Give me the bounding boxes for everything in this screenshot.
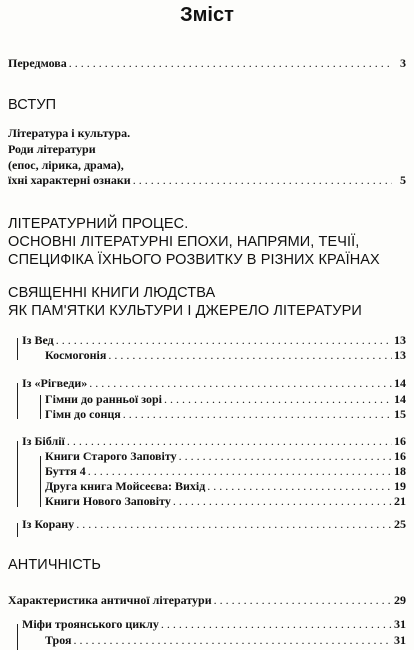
- toc-label: Із «Рігведи»: [22, 376, 88, 390]
- toc-entry-kharakterystyka[interactable]: [8, 593, 406, 608]
- toc-page-number: 25: [394, 517, 406, 531]
- toc-label: Буття 4: [45, 464, 86, 478]
- toc-page-number: 16: [394, 449, 406, 463]
- toc-page-number: 31: [394, 617, 406, 631]
- toc-label: їхні характерні ознаки: [8, 173, 131, 187]
- leader-dots: [123, 407, 392, 422]
- sub-bracket: [40, 456, 41, 507]
- leader-dots: [214, 593, 392, 608]
- toc-entry-vstup[interactable]: [8, 173, 406, 188]
- section-heading-antychnist: АНТИЧНІСТЬ: [8, 557, 101, 573]
- leader-dots: [89, 376, 392, 391]
- toc-line: Роди літератури: [8, 142, 96, 156]
- toc-label: Друга книга Мойсеєва: Вихід: [45, 479, 206, 493]
- toc-label: Характеристика античної літератури: [8, 593, 212, 607]
- toc-page-number: 31: [394, 633, 406, 647]
- toc-page-number: 21: [394, 494, 406, 508]
- toc-entry-iz-rigvedy[interactable]: [22, 376, 406, 391]
- toc-line: Література і культура.: [8, 126, 131, 140]
- group-bracket: [17, 338, 18, 360]
- leader-dots: [76, 517, 392, 532]
- leader-dots: [133, 173, 392, 188]
- page-title: Зміст: [180, 4, 234, 26]
- toc-page-number: 18: [394, 464, 406, 478]
- toc-page-number: 13: [394, 333, 406, 347]
- toc-page-number: 3: [400, 56, 406, 70]
- toc-label: Гімн до сонця: [45, 407, 121, 421]
- toc-label: Із Корану: [22, 517, 75, 531]
- leader-dots: [108, 348, 392, 363]
- toc-label: Троя: [45, 633, 72, 647]
- section-heading-lit-process-2: ОСНОВНІ ЛІТЕРАТУРНІ ЕПОХИ, НАПРЯМИ, ТЕЧІЇ,: [8, 234, 360, 250]
- toc-page-number: 5: [400, 173, 406, 187]
- leader-dots: [161, 617, 392, 632]
- toc-entry-druha-knyha[interactable]: [45, 479, 406, 494]
- toc-label: Книги Нового Заповіту: [45, 494, 171, 508]
- toc-label: Книги Старого Заповіту: [45, 449, 177, 463]
- toc-label: Із Вед: [22, 333, 54, 347]
- toc-entry-mify[interactable]: [22, 617, 406, 632]
- toc-page-number: 19: [394, 479, 406, 493]
- toc-entry-gimn-sontsia[interactable]: [45, 407, 406, 422]
- toc-page-number: 29: [394, 593, 406, 607]
- toc-entry-gimn-zori[interactable]: [45, 392, 406, 407]
- leader-dots: [88, 464, 392, 479]
- section-heading-lit-process-3: СПЕЦИФІКА ЇХНЬОГО РОЗВИТКУ В РІЗНИХ КРАЇНАХ: [8, 252, 380, 268]
- toc-entry-troia[interactable]: [45, 633, 406, 648]
- group-bracket: [17, 624, 18, 650]
- leader-dots: [56, 333, 392, 348]
- toc-label: Космогонія: [45, 348, 107, 362]
- toc-label: Із Біблії: [22, 434, 65, 448]
- toc-page-number: 15: [394, 407, 406, 421]
- section-heading-lit-process-1: ЛІТЕРАТУРНИЙ ПРОЦЕС.: [8, 216, 189, 232]
- toc-entry-iz-biblii[interactable]: [22, 434, 406, 449]
- toc-entry-buttia[interactable]: [45, 464, 406, 479]
- toc-page-number: 16: [394, 434, 406, 448]
- section-heading-vstup: ВСТУП: [8, 97, 57, 113]
- toc-label: Гімни до ранньої зорі: [45, 392, 162, 406]
- leader-dots: [67, 434, 392, 449]
- toc-entry-iz-koranu[interactable]: [22, 517, 406, 532]
- toc-label: Передмова: [8, 56, 67, 70]
- leader-dots: [164, 392, 392, 407]
- toc-entry-knyhy-novoho[interactable]: [45, 494, 406, 509]
- group-bracket: [17, 523, 18, 537]
- leader-dots: [207, 479, 392, 494]
- group-bracket: [17, 383, 18, 419]
- sub-bracket: [40, 395, 41, 419]
- toc-entry-knyhy-staroho[interactable]: [45, 449, 406, 464]
- toc-entry-kosmogonia[interactable]: [45, 348, 406, 363]
- section-heading-sacred-2: ЯК ПАМ'ЯТКИ КУЛЬТУРИ І ДЖЕРЕЛО ЛІТЕРАТУРИ: [8, 303, 362, 319]
- toc-page-number: 14: [394, 392, 406, 406]
- toc-line: (епос, лірика, драма),: [8, 158, 124, 172]
- leader-dots: [69, 56, 392, 71]
- section-heading-sacred-1: СВЯЩЕННІ КНИГИ ЛЮДСТВА: [8, 285, 216, 301]
- toc-page-number: 13: [394, 348, 406, 362]
- leader-dots: [173, 494, 392, 509]
- leader-dots: [179, 449, 392, 464]
- toc-entry-peredmova[interactable]: [8, 56, 406, 71]
- group-bracket: [17, 441, 18, 507]
- toc-entry-iz-ved[interactable]: [22, 333, 406, 348]
- toc-page-number: 14: [394, 376, 406, 390]
- toc-label: Міфи троянського циклу: [22, 617, 159, 631]
- leader-dots: [73, 633, 392, 648]
